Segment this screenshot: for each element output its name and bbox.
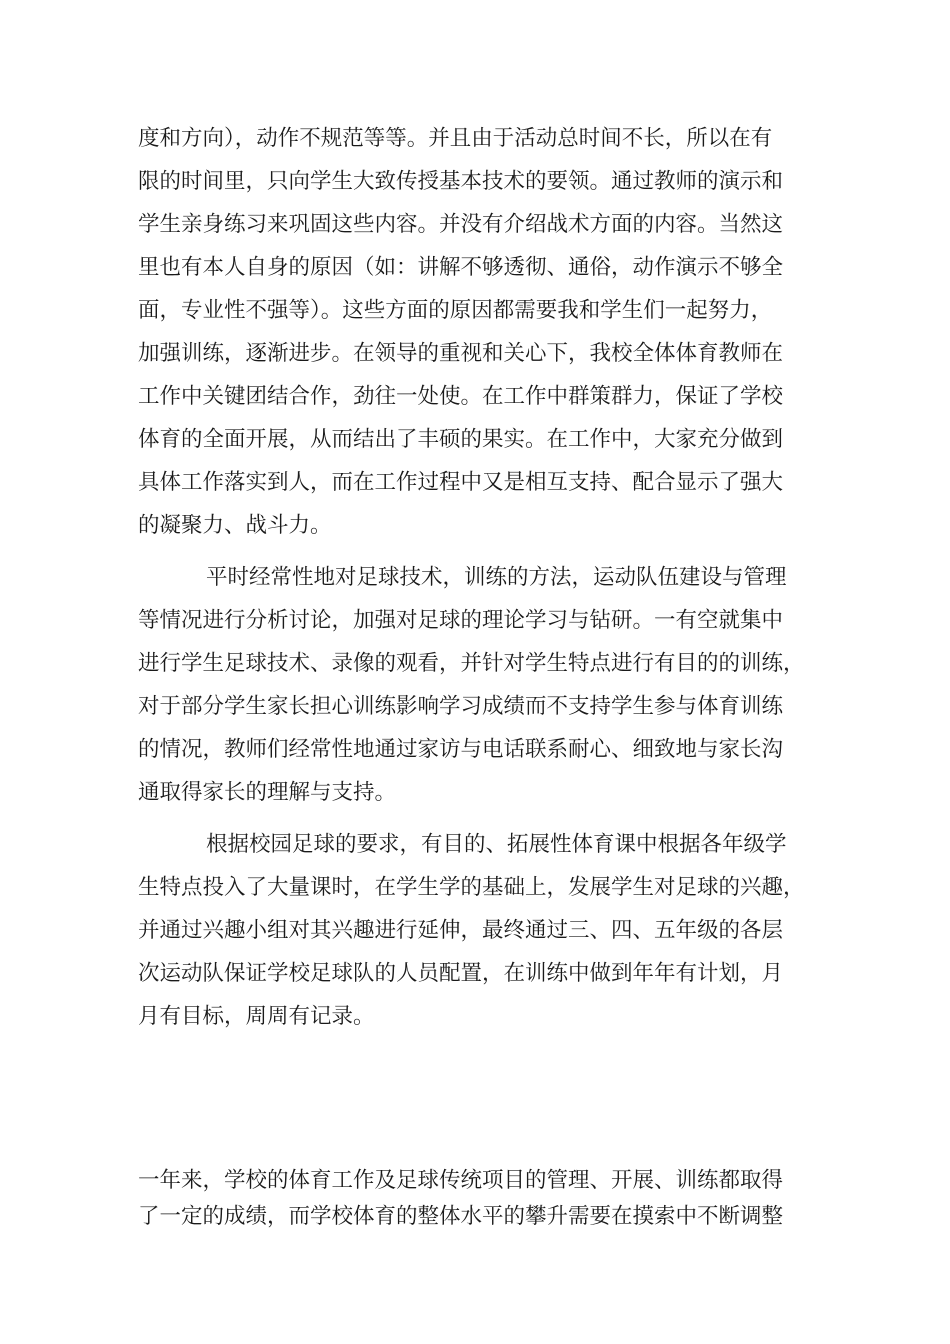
- text-line: 度和方向），动作不规范等等。并且由于活动总时间不长，所以在有: [138, 126, 773, 151]
- paragraph-first-line: 根据校园足球的要求，有目的、拓展性体育课中根据各年级学: [206, 832, 787, 857]
- document-body: [138, 117, 828, 1038]
- closing-paragraph: [138, 1163, 828, 1235]
- text-line: 等情况进行分析讨论，加强对足球的理论学习与钻研。一有空就集中: [138, 608, 784, 633]
- text-line: 对于部分学生家长担心训练影响学习成绩而不支持学生参与体育训练: [138, 694, 784, 719]
- text-line: 通取得家长的理解与支持。: [138, 780, 397, 805]
- text-line: 的凝聚力、战斗力。: [138, 513, 332, 538]
- text-line: 学生亲身练习来巩固这些内容。并没有介绍战术方面的内容。当然这: [138, 212, 784, 237]
- text-line: 的情况，教师们经常性地通过家访与电话联系耐心、细致地与家长沟: [138, 737, 784, 762]
- text-line: 里也有本人自身的原因（如：讲解不够透彻、通俗，动作演示不够全: [138, 255, 784, 280]
- text-line: 工作中关键团结合作，劲往一处使。在工作中群策群力，保证了学校: [138, 384, 784, 409]
- text-line: 加强训练，逐渐进步。在领导的重视和关心下，我校全体体育教师在: [138, 341, 784, 366]
- text-line: 月有目标，周周有记录。: [138, 1004, 375, 1029]
- text-line: 生特点投入了大量课时，在学生学的基础上，发展学生对足球的兴趣，: [138, 875, 805, 900]
- text-line: 限的时间里，只向学生大致传授基本技术的要领。通过教师的演示和: [138, 169, 784, 194]
- text-line: 并通过兴趣小组对其兴趣进行延伸，最终通过三、四、五年级的各层: [138, 918, 784, 943]
- text-line: 体育的全面开展，从而结出了丰硕的果实。在工作中，大家充分做到: [138, 427, 784, 452]
- text-line: 具体工作落实到人，而在工作过程中又是相互支持、配合显示了强大: [138, 470, 784, 495]
- text-line: 次运动队保证学校足球队的人员配置，在训练中做到年年有计划，月: [138, 961, 784, 986]
- text-line: 进行学生足球技术、录像的观看，并针对学生特点进行有目的的训练，: [138, 651, 805, 676]
- text-line: 了一定的成绩，而学校体育的整体水平的攀升需要在摸索中不断调整: [138, 1204, 784, 1229]
- text-line: 面，专业性不强等）。这些方面的原因都需要我和学生们一起努力，: [138, 298, 773, 323]
- text-line: 一年来，学校的体育工作及足球传统项目的管理、开展、训练都取得: [138, 1168, 784, 1193]
- paragraph-first-line: 平时经常性地对足球技术，训练的方法，运动队伍建设与管理: [206, 565, 787, 590]
